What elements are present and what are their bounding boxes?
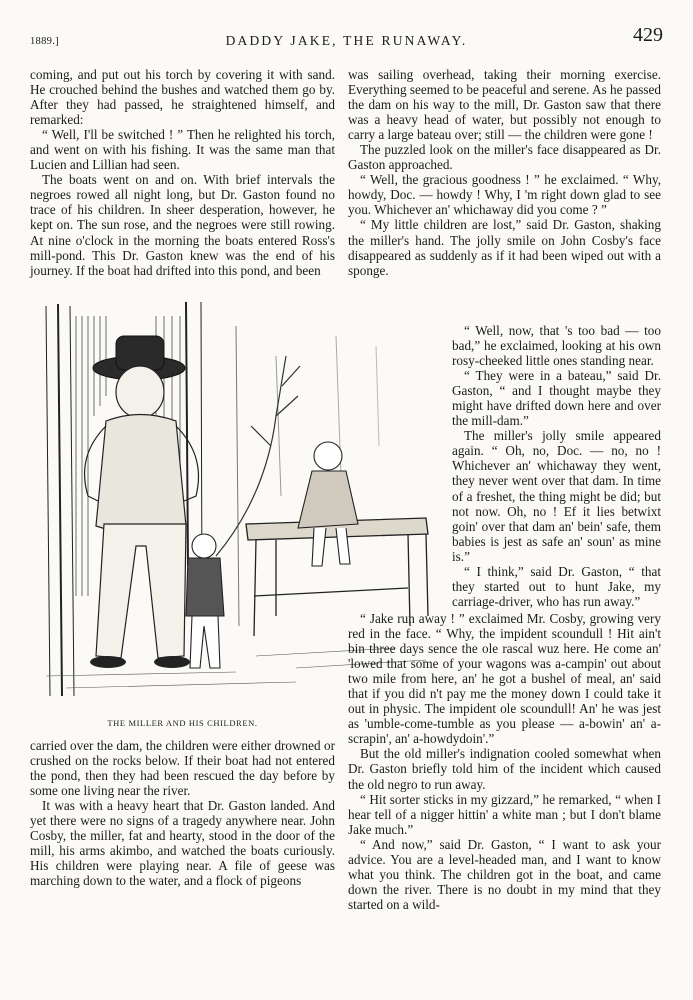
paragraph: But the old miller's indignation cooled somewhat when Dr. Gaston briefly told him of the incident which caused the old negro to run away. [348, 746, 661, 792]
illustration-caption: THE MILLER AND HIS CHILDREN. [107, 718, 258, 728]
page-header [30, 24, 663, 54]
running-title: DADDY JAKE, THE RUNAWAY. [225, 33, 468, 48]
page-number: 429 [633, 24, 663, 46]
paragraph: The boats went on and on. With brief intervals the negroes rowed all night long, but Dr. Gaston found no trace of his children. In sheer desperation, however, he kept on. The sun rose, and the negroes were still rowing. At nine o'clock in the morning the boats entered Ross's mill-pond. This Dr. Gaston knew was the end of his journey. If the boat had drifted into this pond, and been [30, 172, 335, 278]
paragraph: “ My little children are lost,” said Dr. Gaston, shaking the miller's hand. The jolly smile on John Cosby's face disappeared as suddenly as if it had been wiped out with a sponge. [348, 217, 661, 278]
paragraph: The miller's jolly smile appeared again. “ Oh, no, Doc. — no, no ! Whichever an' whichaway they went, they never went over that dam. In time of a freshet, the thing might be did; but not now. Oh, no ! Ef it lies betwixt goin' over that dam an' bein' safe, them babies is jest as safe an' soun' as mine is.” [452, 428, 661, 564]
paragraph: “ Well, now, that 's too bad — too bad,” he exclaimed, looking at his own rosy-cheeked little ones standing near. [452, 323, 661, 369]
paragraph: It was with a heavy heart that Dr. Gaston landed. And yet there were no signs of a tragedy anywhere near. John Cosby, the miller, fat and hearty, stood in the door of the mill, his arms akimbo, and watched the boats curiously. His children were playing near. A file of geese was marching down to the water, and a flock of pigeons [30, 798, 335, 889]
paragraph: “ And now,” said Dr. Gaston, “ I want to ask your advice. You are a level-headed man, and I want to know what you think. The children got in the boat, and came down the river. There is no doubt in my mind that they started on a wild- [348, 836, 661, 912]
paragraph: “ Well, I'll be switched ! ” Then he relighted his torch, and went on with his fishing. It was the same man that Lucien and Lillian had seen. [30, 127, 335, 173]
paragraph: “ Hit sorter sticks in my gizzard,” he remarked, “ when I hear tell of a nigger hittin' a white man ; but I don't blame Jake much.” [348, 791, 661, 837]
right-column-bottom [348, 611, 661, 912]
paragraph: coming, and put out his torch by covering it with sand. He crouched behind the bushes and watched them go by. After they had passed, he straightened himself, and remarked: [30, 67, 335, 128]
right-column-wrapped [452, 323, 661, 609]
paragraph: “ Well, the gracious goodness ! ” he exclaimed. “ Why, howdy, Doc. — howdy ! Why, I 'm right down glad to see you. Whichever an' whichaway did you come ? ” [348, 172, 661, 218]
left-column-bottom [30, 738, 335, 888]
paragraph: “ Jake run away ! ” exclaimed Mr. Cosby, growing very red in the face. “ Why, the impident scoundull ! Hit ain't bin three days sence the ole rascal wuz here. He come an' 'lowed that some of your wagons was a-campin' out about two mile from here, an' he got a bushel of meal, an' said that if you did n't pay me the money down I could take it out in physic. The impident ole scoundull! An' he was jest as 'umble-come-tumble as you please — a-bowin' an' a-scrapin', an' a-howdydoin'.” [348, 611, 661, 747]
left-column-top [30, 67, 335, 278]
paragraph: The puzzled look on the miller's face disappeared as Dr. Gaston approached. [348, 142, 661, 173]
paragraph: was sailing overhead, taking their morning exercise. Everything seemed to be peaceful and serene. As he passed the dam on his way to the mill, Dr. Gaston saw that there was a heavy head of water, but possibly not enough to carry a large bateau over; still — the children were gone ! [348, 67, 661, 143]
header-year: 1889.] [30, 36, 59, 47]
paragraph: “ I think,” said Dr. Gaston, “ that they started out to hunt Jake, my carriage-driver, who has run away.” [452, 563, 661, 609]
right-column-top [348, 67, 661, 278]
paragraph: carried over the dam, the children were either drowned or crushed on the rocks below. If their boat had not entered the pond, then they had been rescued the day before by some one living near the river. [30, 738, 335, 799]
paragraph: “ They were in a bateau,” said Dr. Gaston, “ and I thought maybe they might have drifted down here and over the mill-dam.” [452, 368, 661, 429]
